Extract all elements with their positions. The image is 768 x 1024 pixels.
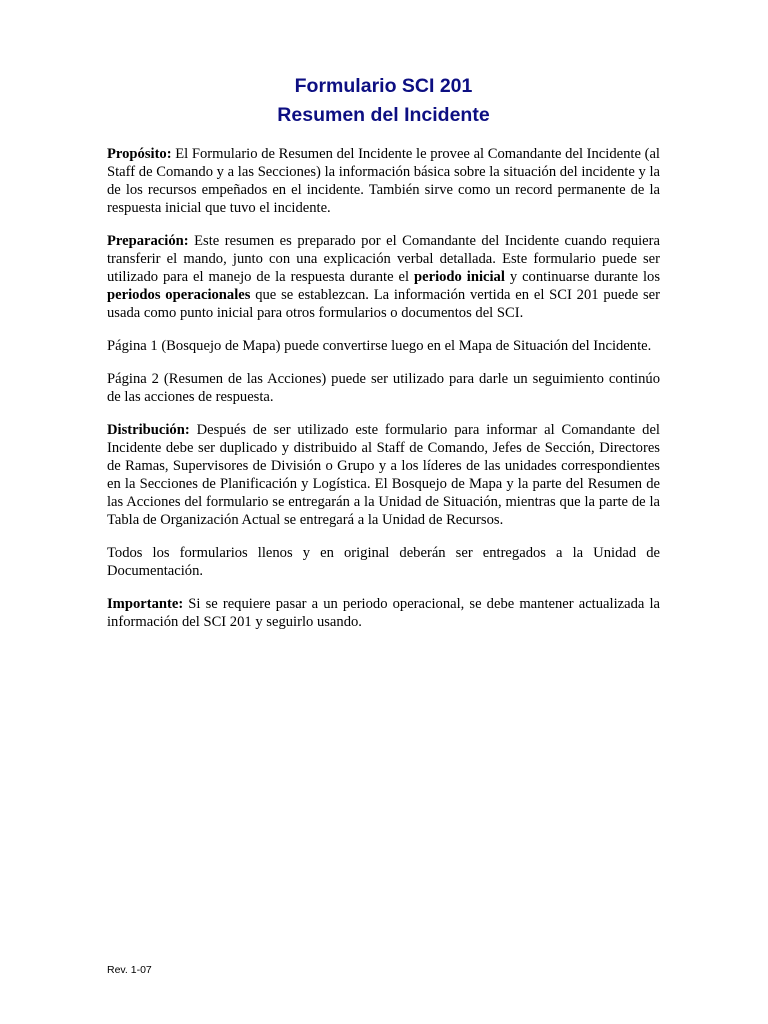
text-preparacion-2: y continuarse durante los [504,269,660,285]
text-distribucion: Después de ser utilizado este formulario para informar al Comandante del Incidente debe ser duplicado y distribuido al Staff de Comando, Jefes de Sección, Directores de Ramas, Supervisores de División o Grupo y a los líderes de las unidades correspondientes en la Secciones de Planificación y Logística. El Bosquejo de Mapa y la parte del Resumen de las Acciones del formulario se entregarán a la Unidad de Situación, mientras que la parte de la Tabla de Organización Actual se entregará a la Unidad de Recursos. [107,422,660,528]
label-preparacion: Preparación: [107,233,189,249]
paragraph-preparacion [107,232,660,322]
revision-footer: Rev. 1-07 [107,964,152,976]
paragraph-proposito [107,145,660,217]
paragraph-todos: Todos los formularios llenos y en original deberán ser entregados a la Unidad de Documentación. [107,545,660,579]
text-preparacion-1: Este resumen es preparado por el Comandante del Incidente cuando requiera transferir el mando, junto con una explicación verbal detallada. Este formulario puede ser utilizado para el manejo de la respuesta durante el [107,233,660,285]
text-preparacion-3: que se establezcan. La información vertida en el SCI 201 puede ser usada como punto inicial para otros formularios o documentos del SCI. [107,287,660,321]
bold-periodos-operacionales: periodos operacionales [107,287,251,303]
document-page [107,72,660,646]
label-proposito: Propósito: [107,146,172,162]
title-subtitle: Resumen del Incidente [277,104,490,126]
text-proposito: El Formulario de Resumen del Incidente le provee al Comandante del Incidente (al Staff de Comando y a las Secciones) la información básica sobre la situación del incidente y la de los recursos empeñados en el incidente. También sirve como un record permanente de la respuesta inicial que tuvo el incidente. [107,146,660,216]
bold-periodo-inicial: periodo inicial [414,269,505,285]
paragraph-pagina-1: Página 1 (Bosquejo de Mapa) puede convertirse luego en el Mapa de Situación del Incidente. [107,338,652,354]
paragraph-importante [107,595,660,631]
document-title [107,72,660,130]
label-distribucion: Distribución: [107,422,190,438]
label-importante: Importante: [107,596,184,612]
text-importante: Si se requiere pasar a un periodo operacional, se debe mantener actualizada la información del SCI 201 y seguirlo usando. [107,596,660,630]
title-form-name: Formulario SCI 201 [294,75,473,97]
paragraph-pagina-2: Página 2 (Resumen de las Acciones) puede ser utilizado para darle un seguimiento continúo de las acciones de respuesta. [107,371,660,405]
document-body [107,145,660,631]
paragraph-distribucion [107,421,660,529]
